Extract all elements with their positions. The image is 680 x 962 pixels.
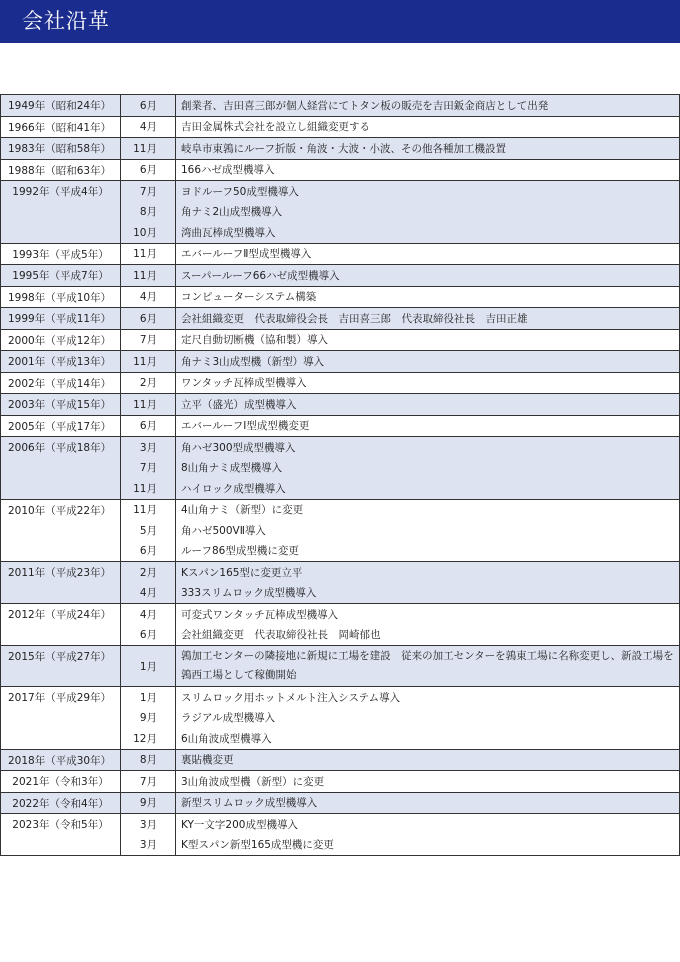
year-cell: 1995年（平成7年）: [1, 265, 121, 286]
event-description: 166ハゼ成型機導入: [181, 164, 275, 177]
history-entry: [121, 835, 679, 856]
month-cell: 6月: [121, 416, 176, 437]
event-description: 鶉加工センターの隣接地に新規に工場を建設 従来の加工センターを鶉東工場に名称変更し、新設工場を鶉西工場として稼働開始: [181, 650, 674, 681]
page-title: 会社沿革: [22, 9, 110, 33]
history-row: [1, 416, 679, 438]
month-cell: 6月: [121, 541, 176, 562]
month-cell: 4月: [121, 287, 176, 308]
history-row: [1, 138, 679, 160]
month-cell: 6月: [121, 308, 176, 329]
history-entry: [121, 771, 679, 792]
event-description: 吉田金属株式会社を設立し組織変更する: [181, 121, 370, 134]
month-cell: 11月: [121, 478, 176, 499]
month-cell: 7月: [121, 330, 176, 351]
event-description: スーパールーフ66ハゼ成型機導入: [181, 269, 340, 282]
month-cell: 4月: [121, 117, 176, 138]
event-description: 裏貼機変更: [181, 754, 234, 767]
history-entry: [121, 750, 679, 771]
event-description: ルーフ86型成型機に変更: [181, 545, 299, 558]
history-row: [1, 287, 679, 309]
month-cell: 12月: [121, 728, 176, 749]
year-cell: 2015年（平成27年）: [1, 646, 121, 686]
entries-cell: [121, 814, 679, 855]
history-entry: [121, 728, 679, 749]
history-entry: [121, 604, 679, 625]
event-description: 8山角ナミ成型機導入: [181, 462, 283, 475]
year-cell: 2010年（平成22年）: [1, 500, 121, 562]
year-cell: 1992年（平成4年）: [1, 181, 121, 243]
entries-cell: [121, 351, 679, 372]
year-cell: 2001年（平成13年）: [1, 351, 121, 372]
history-row: [1, 330, 679, 352]
entries-cell: [121, 160, 679, 181]
history-entry: [121, 351, 679, 372]
month-cell: 3月: [121, 814, 176, 835]
history-entry: [121, 222, 679, 243]
event-description: 岐阜市東鶉にルーフ折版・角波・大波・小波、その他各種加工機設置: [181, 142, 506, 155]
month-cell: 11月: [121, 265, 176, 286]
event-description: 角ハゼ500VⅡ導入: [181, 524, 266, 537]
event-description: ラジアル成型機導入: [181, 712, 276, 725]
history-entry: [121, 520, 679, 541]
entries-cell: [121, 308, 679, 329]
history-entry: [121, 793, 679, 814]
month-cell: 11月: [121, 500, 176, 521]
event-description: 3山角波成型機（新型）に変更: [181, 775, 325, 788]
year-cell: 1949年（昭和24年）: [1, 95, 121, 116]
history-entry: [121, 394, 679, 415]
year-cell: 1966年（昭和41年）: [1, 117, 121, 138]
entries-cell: [121, 181, 679, 243]
year-cell: 2011年（平成23年）: [1, 562, 121, 603]
month-cell: 6月: [121, 95, 176, 116]
month-cell: 11月: [121, 394, 176, 415]
month-cell: 1月: [121, 646, 176, 686]
history-entry: [121, 478, 679, 499]
entries-cell: [121, 687, 679, 749]
history-row: [1, 394, 679, 416]
history-row: [1, 562, 679, 604]
history-row: [1, 771, 679, 793]
month-cell: 8月: [121, 750, 176, 771]
history-row: [1, 814, 679, 856]
entries-cell: [121, 244, 679, 265]
entries-cell: [121, 394, 679, 415]
year-cell: 2002年（平成14年）: [1, 373, 121, 394]
event-description: 新型スリムロック成型機導入: [181, 797, 318, 810]
history-entry: [121, 583, 679, 604]
event-description: KY一文字200成型機導入: [181, 818, 298, 831]
year-cell: 2006年（平成18年）: [1, 437, 121, 499]
event-description: 可変式ワンタッチ瓦棒成型機導入: [181, 608, 339, 621]
history-entry: [121, 308, 679, 329]
history-entry: [121, 500, 679, 521]
month-cell: 1月: [121, 687, 176, 708]
history-row: [1, 373, 679, 395]
history-row: [1, 160, 679, 182]
month-cell: 7月: [121, 181, 176, 202]
month-cell: 4月: [121, 583, 176, 604]
entries-cell: [121, 330, 679, 351]
history-entry: [121, 244, 679, 265]
month-cell: 8月: [121, 202, 176, 223]
history-entry: [121, 181, 679, 202]
entries-cell: [121, 604, 679, 645]
entries-cell: [121, 562, 679, 603]
month-cell: 3月: [121, 835, 176, 856]
entries-cell: [121, 793, 679, 814]
history-row: [1, 687, 679, 750]
history-entry: [121, 265, 679, 286]
event-description: 立平（盛光）成型機導入: [181, 398, 297, 411]
month-cell: 4月: [121, 604, 176, 625]
history-entry: [121, 416, 679, 437]
history-row: [1, 265, 679, 287]
entries-cell: [121, 771, 679, 792]
month-cell: 7月: [121, 458, 176, 479]
year-cell: 2017年（平成29年）: [1, 687, 121, 749]
history-row: [1, 646, 679, 687]
event-description: ヨドルーフ50成型機導入: [181, 185, 299, 198]
event-description: 定尺自動切断機（協和製）導入: [181, 334, 328, 347]
event-description: スリムロック用ホットメルト注入システム導入: [181, 691, 401, 704]
year-cell: 1998年（平成10年）: [1, 287, 121, 308]
year-cell: 2000年（平成12年）: [1, 330, 121, 351]
year-cell: 2003年（平成15年）: [1, 394, 121, 415]
history-row: [1, 117, 679, 139]
year-cell: 1999年（平成11年）: [1, 308, 121, 329]
event-description: ハイロック成型機導入: [181, 482, 286, 495]
history-entry: [121, 625, 679, 646]
event-description: コンピューターシステム構築: [181, 291, 317, 304]
year-cell: 1983年（昭和58年）: [1, 138, 121, 159]
history-entry: [121, 330, 679, 351]
history-row: [1, 308, 679, 330]
year-cell: 1993年（平成5年）: [1, 244, 121, 265]
month-cell: 9月: [121, 793, 176, 814]
entries-cell: [121, 373, 679, 394]
month-cell: 7月: [121, 771, 176, 792]
history-entry: [121, 202, 679, 223]
history-entry: [121, 95, 679, 116]
history-row: [1, 604, 679, 646]
event-description: 会社組織変更 代表取締役社長 岡崎郁也: [181, 629, 381, 642]
month-cell: 3月: [121, 437, 176, 458]
month-cell: 11月: [121, 244, 176, 265]
history-row: [1, 437, 679, 500]
event-description: 6山角波成型機導入: [181, 732, 272, 745]
history-entry: [121, 160, 679, 181]
event-description: 角ナミ3山成型機（新型）導入: [181, 355, 325, 368]
entries-cell: [121, 95, 679, 116]
history-row: [1, 500, 679, 563]
event-description: K型スパン新型165成型機に変更: [181, 839, 334, 852]
history-row: [1, 95, 679, 117]
event-description: 湾曲瓦棒成型機導入: [181, 226, 276, 239]
event-description: 4山角ナミ（新型）に変更: [181, 504, 304, 517]
year-cell: 2005年（平成17年）: [1, 416, 121, 437]
year-cell: 2022年（令和4年）: [1, 793, 121, 814]
year-cell: 2018年（平成30年）: [1, 750, 121, 771]
history-row: [1, 351, 679, 373]
history-entry: [121, 287, 679, 308]
entries-cell: [121, 117, 679, 138]
history-entry: [121, 138, 679, 159]
entries-cell: [121, 138, 679, 159]
event-description: Kスパン165型に変更立平: [181, 566, 303, 579]
entries-cell: [121, 500, 679, 562]
month-cell: 2月: [121, 373, 176, 394]
history-entry: [121, 646, 679, 686]
event-description: 角ハゼ300型成型機導入: [181, 441, 296, 454]
history-entry: [121, 541, 679, 562]
history-row: [1, 181, 679, 244]
history-entry: [121, 687, 679, 708]
month-cell: 10月: [121, 222, 176, 243]
month-cell: 6月: [121, 625, 176, 646]
entries-cell: [121, 750, 679, 771]
history-row: [1, 750, 679, 772]
month-cell: 6月: [121, 160, 176, 181]
year-cell: 2021年（令和3年）: [1, 771, 121, 792]
event-description: 角ナミ2山成型機導入: [181, 206, 283, 219]
year-cell: 1988年（昭和63年）: [1, 160, 121, 181]
month-cell: 2月: [121, 562, 176, 583]
month-cell: 11月: [121, 138, 176, 159]
entries-cell: [121, 437, 679, 499]
event-description: 創業者、吉田喜三郎が個人経営にてトタン板の販売を吉田鈑金商店として出発: [181, 99, 549, 112]
month-cell: 11月: [121, 351, 176, 372]
history-entry: [121, 708, 679, 729]
entries-cell: [121, 646, 679, 686]
entries-cell: [121, 265, 679, 286]
history-row: [1, 793, 679, 815]
history-entry: [121, 117, 679, 138]
month-cell: 5月: [121, 520, 176, 541]
history-entry: [121, 562, 679, 583]
history-entry: [121, 814, 679, 835]
event-description: 333スリムロック成型機導入: [181, 587, 317, 600]
year-cell: 2012年（平成24年）: [1, 604, 121, 645]
event-description: エバールーフⅠ型成型機変更: [181, 420, 310, 433]
history-entry: [121, 458, 679, 479]
event-description: ワンタッチ瓦棒成型機導入: [181, 377, 307, 390]
month-cell: 9月: [121, 708, 176, 729]
history-entry: [121, 373, 679, 394]
page-header: [0, 0, 680, 43]
entries-cell: [121, 287, 679, 308]
history-entry: [121, 437, 679, 458]
year-cell: 2023年（令和5年）: [1, 814, 121, 855]
history-row: [1, 244, 679, 266]
entries-cell: [121, 416, 679, 437]
company-history-table: [0, 94, 680, 856]
event-description: エバールーフⅡ型成型機導入: [181, 248, 312, 261]
event-description: 会社組織変更 代表取締役会長 吉田喜三郎 代表取締役社長 吉田正雄: [181, 312, 528, 325]
